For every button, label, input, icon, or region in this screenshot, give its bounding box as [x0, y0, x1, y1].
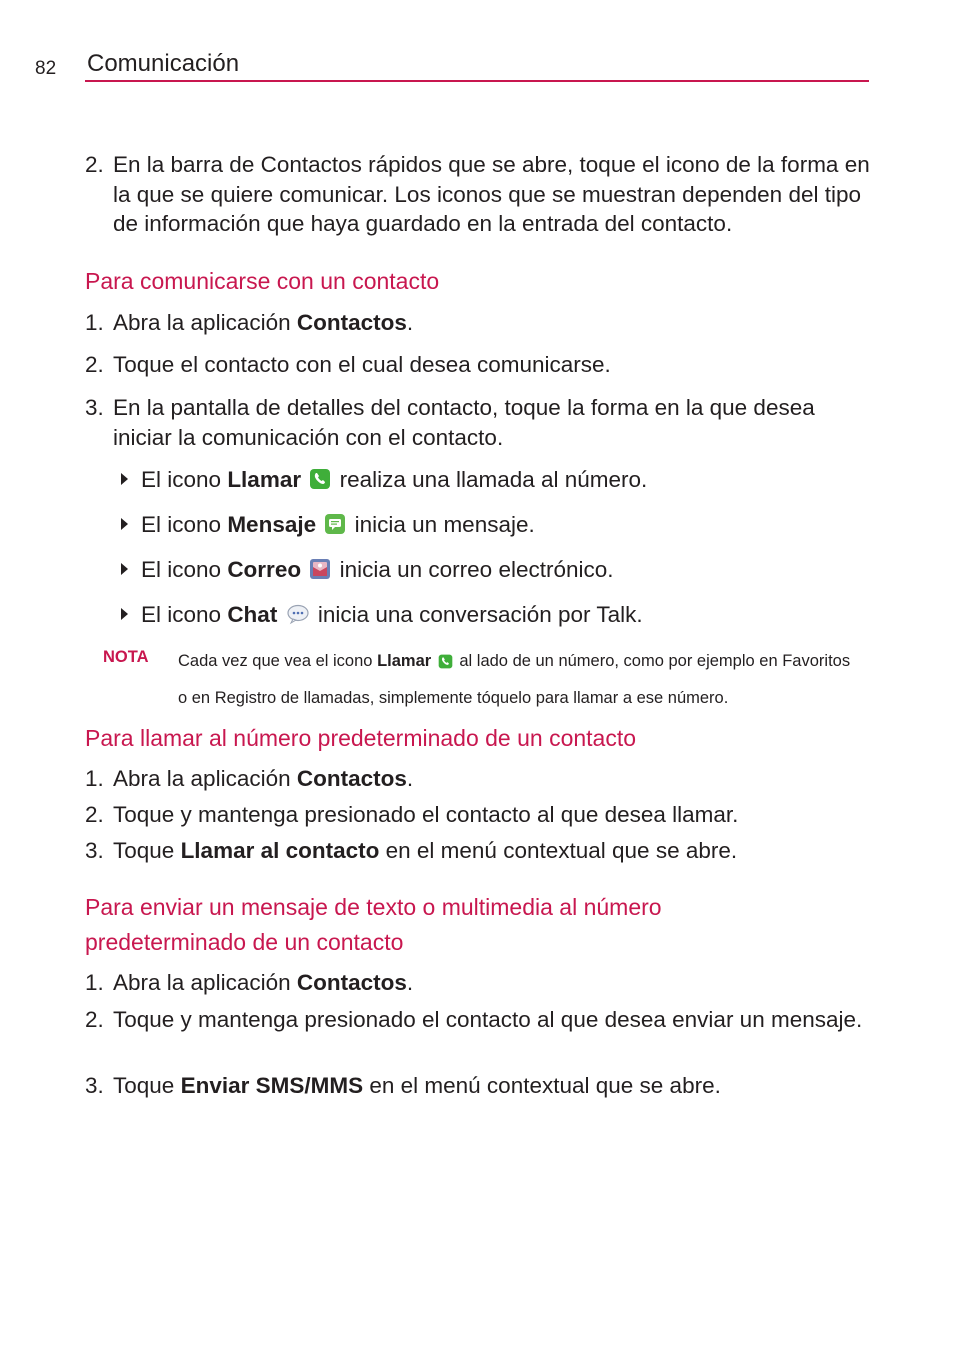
- step-text: Toque: [113, 838, 181, 863]
- bullet-text-end: realiza una llamada al número.: [339, 467, 648, 492]
- step-text: Toque el contacto con el cual desea comunicarse.: [113, 352, 611, 377]
- step-text-end: en el menú contextual que se abre.: [379, 838, 738, 863]
- step-text: Abra la aplicación: [113, 970, 297, 995]
- step-number: 1.: [85, 766, 104, 791]
- bullet-text-end: inicia un correo electrónico.: [339, 557, 614, 582]
- note-text-end: al lado de un número, como por ejemplo en Favoritos o en Registro de llamadas, simplemente tóquelo para llamar a ese número.: [178, 652, 851, 707]
- step-text: En la pantalla de detalles del contacto, toque la forma en la que desea iniciar la comunicación con el contacto.: [113, 395, 815, 450]
- step-text: Toque: [113, 1073, 181, 1098]
- bullet-arrow-icon: [121, 563, 128, 575]
- list-item: [85, 1005, 875, 1035]
- phone-icon: [309, 468, 331, 498]
- step-text-end: .: [406, 766, 414, 791]
- bullet-arrow-icon: [121, 518, 128, 530]
- bullet-text-end: inicia una conversación por Talk.: [317, 602, 643, 627]
- list-item: [85, 308, 875, 338]
- bullet-chat: [121, 600, 643, 633]
- list-item: [85, 800, 875, 830]
- step-bold: Contactos: [296, 970, 407, 995]
- step-number: 2.: [85, 352, 104, 377]
- note-label: NOTA: [103, 648, 149, 666]
- list-item: [85, 764, 875, 794]
- note-text-start: Cada vez que vea el icono: [178, 652, 378, 670]
- section-heading-communicate: Para comunicarse con un contacto: [85, 268, 440, 294]
- bullet-bold: Chat: [227, 602, 278, 627]
- step-text: Abra la aplicación: [113, 766, 297, 791]
- step-text: Toque y mantenga presionado el contacto al que desea llamar.: [113, 802, 739, 827]
- step-number: 2.: [85, 1007, 104, 1032]
- phone-icon: [438, 647, 453, 681]
- step-number: 3.: [85, 838, 104, 863]
- step-text: Abra la aplicación: [113, 310, 297, 335]
- step-text-end: .: [406, 310, 414, 335]
- chat-icon: [286, 603, 310, 633]
- step-number: 3.: [85, 1073, 104, 1098]
- bullet-email: [121, 555, 614, 588]
- list-item: [85, 968, 875, 998]
- step-bold: Contactos: [296, 766, 407, 791]
- bullet-bold: Correo: [227, 557, 302, 582]
- bullet-text: El icono: [141, 602, 228, 627]
- bullet-text: El icono: [141, 557, 228, 582]
- bullet-text: El icono: [141, 467, 228, 492]
- message-icon: [324, 513, 346, 543]
- bullet-bold: Llamar: [227, 467, 302, 492]
- bullet-message: [121, 510, 535, 543]
- bullet-bold: Mensaje: [227, 512, 317, 537]
- page-number: 82: [35, 58, 57, 79]
- section-heading-send-message-line2: predeterminado de un contacto: [85, 929, 404, 955]
- bullet-text: El icono: [141, 512, 228, 537]
- step-number: 1.: [85, 310, 104, 335]
- list-item: [85, 1071, 875, 1101]
- bullet-call: [121, 465, 647, 498]
- bullet-arrow-icon: [121, 473, 128, 485]
- step-text-end: .: [406, 970, 414, 995]
- step-text: En la barra de Contactos rápidos que se abre, toque el icono de la forma en la que se quiere comunicar. Los iconos que se muestran dependen del tipo de información que haya guardado en la entrada del contacto.: [113, 152, 870, 236]
- step-text: Toque y mantenga presionado el contacto al que desea enviar un mensaje.: [113, 1007, 863, 1032]
- bullet-arrow-icon: [121, 608, 128, 620]
- step-number: 2.: [85, 802, 104, 827]
- step-bold: Contactos: [296, 310, 407, 335]
- list-item: [85, 350, 875, 380]
- header-rule: [85, 80, 869, 82]
- step-number: 1.: [85, 970, 104, 995]
- page-title: Comunicación: [87, 50, 240, 77]
- step-number: 3.: [85, 395, 104, 420]
- step-text-end: en el menú contextual que se abre.: [363, 1073, 721, 1098]
- bullet-text-end: inicia un mensaje.: [354, 512, 535, 537]
- step-number: 2.: [85, 152, 104, 177]
- section-heading-send-message: Para enviar un mensaje de texto o multimedia al número: [85, 894, 662, 920]
- note-text: [178, 644, 858, 715]
- intro-step: [85, 150, 875, 239]
- section-heading-call-default: Para llamar al número predeterminado de un contacto: [85, 725, 637, 751]
- note-bold: Llamar: [377, 652, 432, 670]
- email-icon: [309, 558, 331, 588]
- step-bold: Llamar al contacto: [180, 838, 380, 863]
- list-item: [85, 836, 875, 866]
- step-bold: Enviar SMS/MMS: [180, 1073, 364, 1098]
- list-item: [85, 393, 875, 452]
